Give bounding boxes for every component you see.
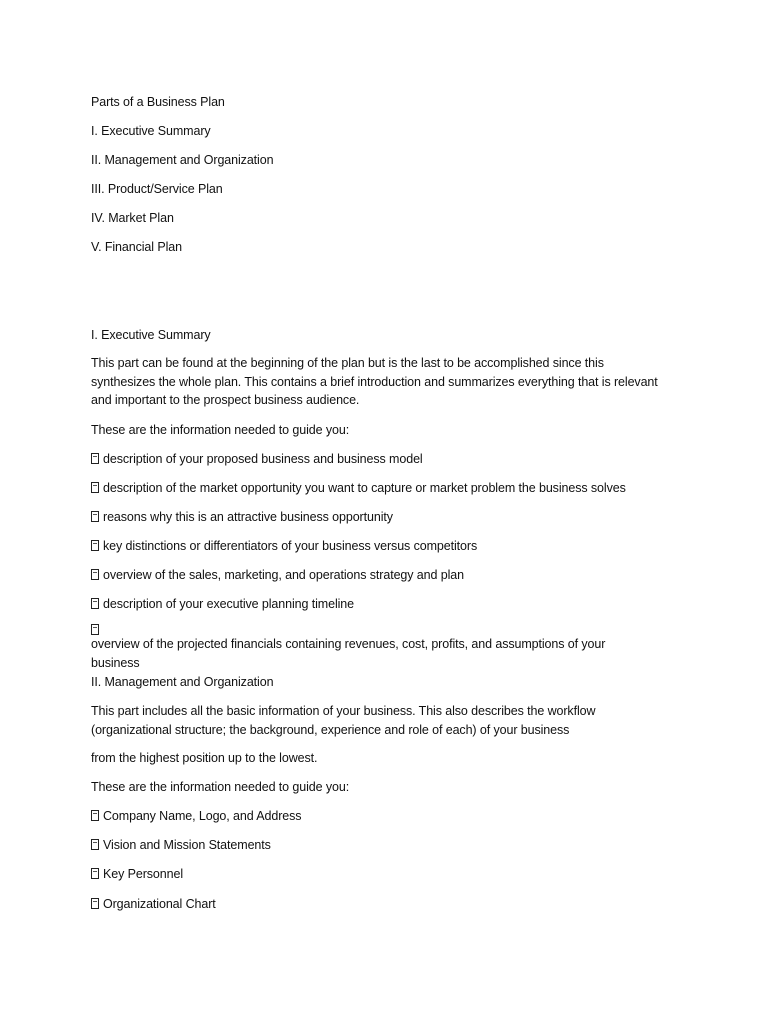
list-item: Organizational Chart [91, 895, 216, 913]
section-heading: I. Executive Summary [91, 328, 211, 342]
toc-item: III. Product/Service Plan [91, 182, 223, 196]
missing-glyph-icon [91, 810, 99, 821]
toc-item: IV. Market Plan [91, 211, 174, 225]
section-heading: II. Management and Organization [91, 675, 274, 689]
section-paragraph: This part can be found at the beginning of the plan but is the last to be accomplished since this synthesizes the whole plan. This contains a brief introduction and summarizes everything that is relevant and important to the prospect business audience. [91, 356, 658, 407]
missing-glyph-icon [91, 540, 99, 551]
section-paragraph-continued: from the highest position up to the lowest. [91, 751, 318, 765]
missing-glyph-icon [91, 598, 99, 609]
toc-item: II. Management and Organization [91, 153, 274, 167]
missing-glyph-icon [91, 569, 99, 580]
toc-item: I. Executive Summary [91, 124, 211, 138]
toc-title: Parts of a Business Plan [91, 95, 225, 109]
list-item: description of your executive planning timeline [91, 595, 354, 613]
list-item: overview of the sales, marketing, and operations strategy and plan [91, 566, 464, 584]
toc-item: V. Financial Plan [91, 240, 182, 254]
list-item: Vision and Mission Statements [91, 836, 271, 854]
list-item: Key Personnel [91, 865, 183, 883]
section-paragraph: This part includes all the basic information of your business. This also describes the workflow (organizational structure; the background, experience and role of each) of your business [91, 704, 596, 737]
list-item: reasons why this is an attractive business opportunity [91, 508, 393, 526]
list-item: description of the market opportunity you want to capture or market problem the business solves [91, 479, 626, 497]
missing-glyph-icon [91, 511, 99, 522]
missing-glyph-icon [91, 839, 99, 850]
missing-glyph-icon [91, 898, 99, 909]
guide-text: These are the information needed to guide you: [91, 423, 350, 437]
missing-glyph-icon [91, 453, 99, 464]
guide-text: These are the information needed to guide you: [91, 780, 350, 794]
missing-glyph-icon [91, 624, 99, 635]
missing-glyph-icon [91, 868, 99, 879]
list-item: key distinctions or differentiators of your business versus competitors [91, 537, 477, 555]
list-item: overview of the projected financials containing revenues, cost, profits, and assumptions of your business [91, 624, 651, 672]
list-item: description of your proposed business and business model [91, 450, 423, 468]
list-item: Company Name, Logo, and Address [91, 807, 301, 825]
missing-glyph-icon [91, 482, 99, 493]
